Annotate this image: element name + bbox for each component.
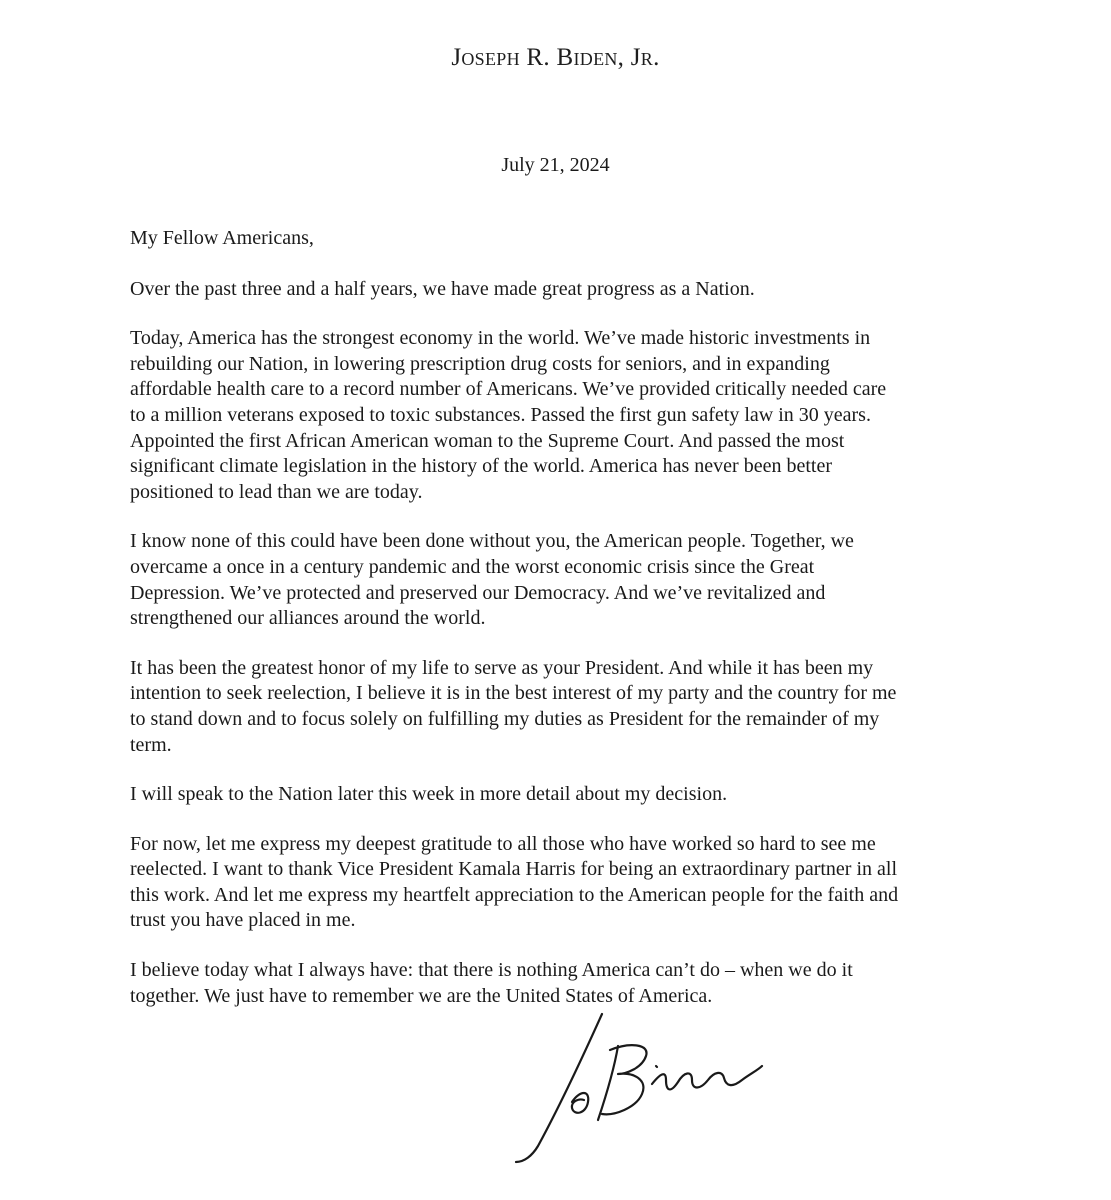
paragraph-line: affordable health care to a record number of Americans. We’ve provided critically needed care — [130, 378, 887, 401]
paragraph-line: term. — [130, 733, 172, 756]
paragraph-line: to stand down and to focus solely on fulfilling my duties as President for the remainder of my — [130, 707, 880, 730]
paragraph-line: I believe today what I always have: that there is nothing America can’t do – when we do it — [130, 959, 853, 982]
paragraph — [130, 277, 990, 303]
paragraph-line: Appointed the first African American woman to the Supreme Court. And passed the most — [130, 429, 845, 452]
letterhead: Joseph R. Biden, Jr. — [451, 44, 660, 71]
paragraph-line: trust you have placed in me. — [130, 909, 356, 932]
paragraph-line: For now, let me express my deepest gratitude to all those who have worked so hard to see me — [130, 832, 876, 855]
paragraph-line: intention to seek reelection, I believe it is in the best interest of my party and the country for me — [130, 682, 897, 705]
paragraph-line: Today, America has the strongest economy in the world. We’ve made historic investments in — [130, 327, 871, 350]
paragraph — [130, 958, 990, 1009]
letter-date: July 21, 2024 — [501, 154, 610, 176]
paragraph-line: together. We just have to remember we are the United States of America. — [130, 984, 713, 1007]
paragraphs — [130, 277, 990, 1010]
paragraph-line: I know none of this could have been done without you, the American people. Together, we — [130, 530, 854, 553]
paragraph-line: strengthened our alliances around the world. — [130, 607, 486, 630]
paragraph-line: I will speak to the Nation later this week in more detail about my decision. — [130, 783, 728, 806]
paragraph-line: It has been the greatest honor of my life to serve as your President. And while it has been my — [130, 656, 874, 679]
paragraph-line: positioned to lead than we are today. — [130, 480, 423, 503]
paragraph — [130, 832, 990, 934]
paragraph — [130, 529, 990, 631]
paragraph-line: to a million veterans exposed to toxic substances. Passed the first gun safety law in 30 years. — [130, 403, 871, 426]
paragraph-line: overcame a once in a century pandemic and the worst economic crisis since the Great — [130, 555, 815, 578]
paragraph-line: Depression. We’ve protected and preserved our Democracy. And we’ve revitalized and — [130, 581, 826, 604]
paragraph — [130, 782, 990, 808]
paragraph — [130, 326, 990, 505]
paragraph-line: significant climate legislation in the history of the world. America has never been better — [130, 455, 833, 478]
letter-body — [130, 226, 990, 1033]
paragraph-line: Over the past three and a half years, we have made great progress as a Nation. — [130, 277, 755, 300]
paragraph-line: this work. And let me express my heartfelt appreciation to the American people for the faith and — [130, 883, 899, 906]
signature — [500, 1010, 800, 1170]
paragraph-line: reelected. I want to thank Vice President Kamala Harris for being an extraordinary partner in all — [130, 858, 898, 881]
paragraph-line: rebuilding our Nation, in lowering prescription drug costs for seniors, and in expanding — [130, 352, 830, 375]
paragraph — [130, 656, 990, 758]
salutation: My Fellow Americans, — [130, 227, 314, 249]
